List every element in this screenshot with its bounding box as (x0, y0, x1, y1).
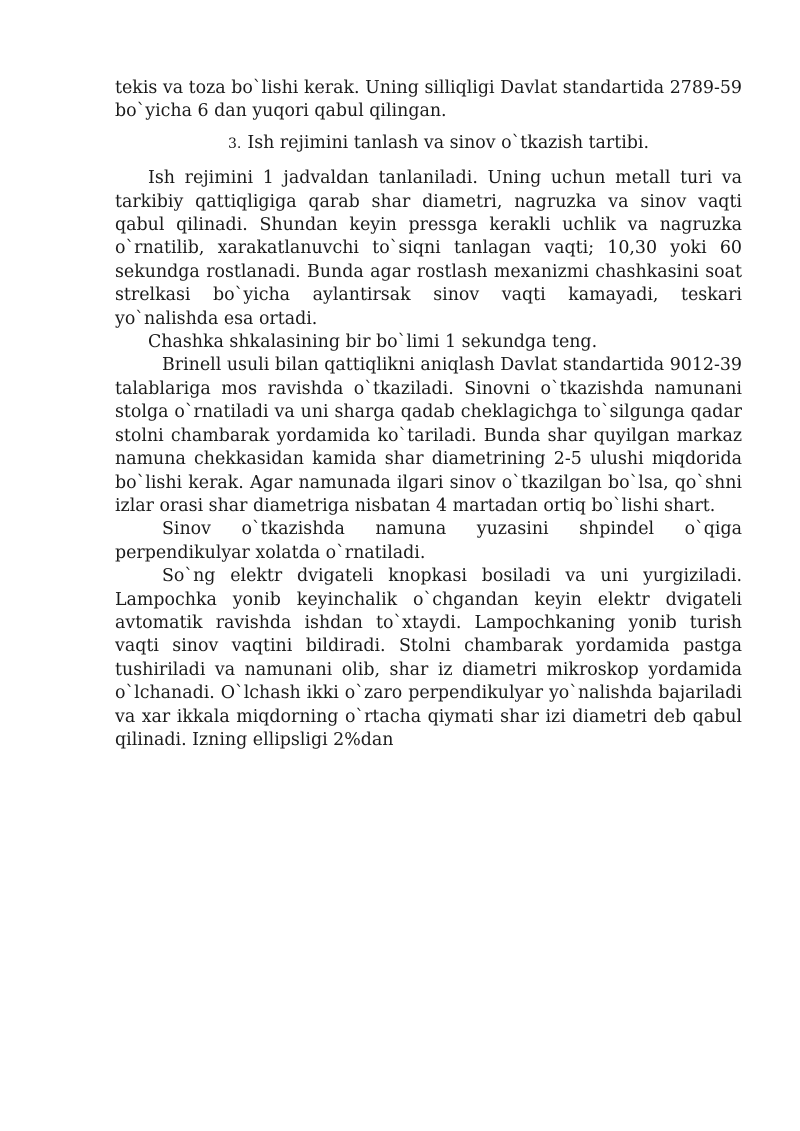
paragraph-brinell-method: Brinell usuli bilan qattiqlikni aniqlash Davlat standartida 9012-39 talablariga mos ravishda o`tkaziladi. Sinovni o`tkazishda namunani stolga o`rnatiladi va uni sharga qadab cheklagichga to`silgunga qadar stolni chambarak yordamida ko`tariladi. Bunda shar quyilgan markaz namuna chekkasidan kamida shar diametrining 2-5 ulushi miqdorida bo`lishi kerak. Agar namunada ilgari sinov o`tkazilgan bo`lsa, qo`shni izlar orasi shar diametriga nisbatan 4 martadan ortiq bo`lishi shart. (115, 355, 742, 516)
paragraph-sample-mounting: Sinov o`tkazishda namuna yuzasini shpindel o`qiga perpendikulyar xolatda o`rnatiladi. (115, 519, 742, 563)
section-heading (115, 132, 742, 156)
document-body (115, 77, 742, 752)
paragraph-test-procedure: So`ng elektr dvigateli knopkasi bosiladi va uni yurgiziladi. Lampochka yonib keyinchalik o`chgandan keyin elektr dvigateli avtomatik ravishda ishdan to`xtaydi. Lampochkaning yonib turish vaqti sinov vaqtini bildiradi. Stolni chambarak yordamida pastga tushiriladi va namunani olib, shar iz diametri mikroskop yordamida o`lchanadi. O`lchash ikki o`zaro perpendikulyar yo`nalishda bajariladi va xar ikkala miqdorning o`rtacha qiymati shar izi diametri deb qabul qilinadi. Izning ellipsligi 2%dan (115, 566, 742, 750)
section-title: Ish rejimini tanlash va sinov o`tkazish tartibi. (247, 132, 650, 153)
paragraph-mode-selection: Ish rejimini 1 jadvaldan tanlaniladi. Uning uchun metall turi va tarkibiy qattiqligiga qarab shar diametri, nagruzka va sinov vaqti qabul qilinadi. Shundan keyin pressga kerakli uchlik va nagruzka o`rnatilib, xarakatlanuvchi to`siqni tanlagan vaqti; 10,30 yoki 60 sekundga rostlanadi. Bunda agar rostlash mexanizmi chashkasini soat strelkasi bo`yicha aylantirsak sinov vaqti kamayadi, teskari yo`nalishda esa ortadi. (115, 168, 742, 329)
paragraph-continuation: tekis va toza bo`lishi kerak. Uning silliqligi Davlat standartida 2789-59 bo`yicha 6 dan yuqori qabul qilingan. (115, 78, 742, 122)
paragraph-scale-division: Chashka shkalasining bir bo`limi 1 sekundga teng. (148, 332, 598, 353)
section-number: 3. (227, 135, 242, 152)
